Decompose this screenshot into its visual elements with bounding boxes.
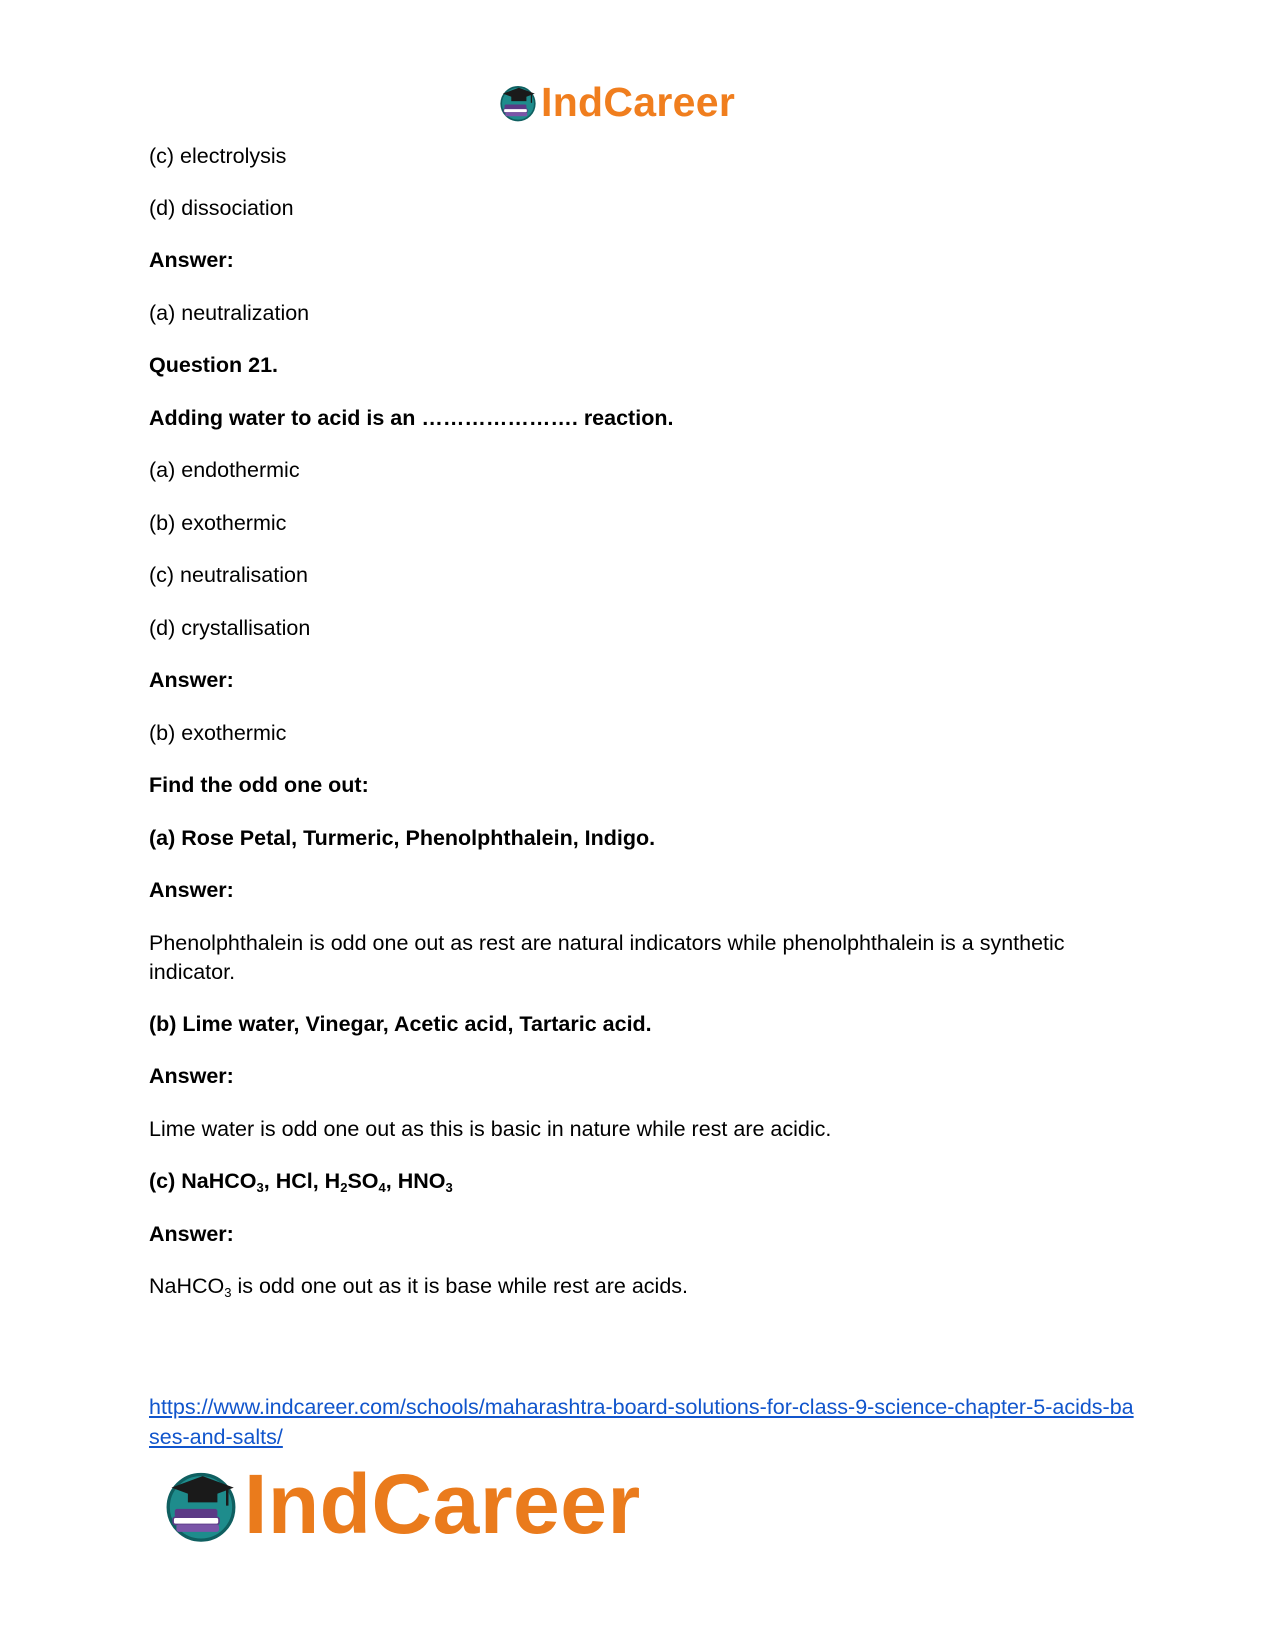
option-text: (d) dissociation: [149, 196, 294, 220]
option-text: (b) exothermic: [149, 511, 287, 535]
header-logo: [497, 78, 735, 126]
answer-text: (a) neutralization: [149, 301, 310, 325]
question-text: (b) Lime water, Vinegar, Acetic acid, Tartaric acid.: [149, 1012, 652, 1036]
section-heading: Find the odd one out:: [149, 773, 369, 797]
question-text: (c) NaHCO$_3$, HCl, $H_2SO_4$, $HNO_3$: [149, 1169, 453, 1195]
question-text: Adding water to acid is an …………………. reaction.: [149, 406, 674, 430]
graduation-cap-books-globe-icon: [497, 81, 539, 123]
answer-text: Phenolphthalein is odd one out as rest are natural indicators while phenolphthalein is a synthetic indicator.: [149, 931, 1065, 984]
brand-name: IndCareer: [244, 1457, 641, 1551]
option-text: (c) electrolysis: [149, 144, 287, 168]
answer-text: (b) exothermic: [149, 721, 287, 745]
graduation-cap-books-globe-icon: [160, 1463, 242, 1545]
answer-text: Lime water is odd one out as this is basic in nature while rest are acidic.: [149, 1117, 832, 1141]
answer-heading: Answer:: [149, 1064, 234, 1088]
answer-heading: Answer:: [149, 1222, 234, 1246]
question-number: Question 21.: [149, 353, 279, 377]
brand-name: IndCareer: [541, 78, 736, 125]
answer-heading: Answer:: [149, 248, 234, 272]
footer-logo: [160, 1457, 641, 1551]
answer-text: NaHCO$_3$ is odd one out as it is base while rest are acids.: [149, 1274, 689, 1300]
answer-heading: Answer:: [149, 668, 234, 692]
source-link[interactable]: https://www.indcareer.com/schools/maharashtra-board-solutions-for-class-9-science-chapter-5-acids-bases-and-salts/: [149, 1395, 1134, 1449]
option-text: (a) endothermic: [149, 458, 300, 482]
question-text: (a) Rose Petal, Turmeric, Phenolphthalein, Indigo.: [149, 826, 656, 850]
answer-heading: Answer:: [149, 878, 234, 902]
option-text: (c) neutralisation: [149, 563, 308, 587]
option-text: (d) crystallisation: [149, 616, 311, 640]
